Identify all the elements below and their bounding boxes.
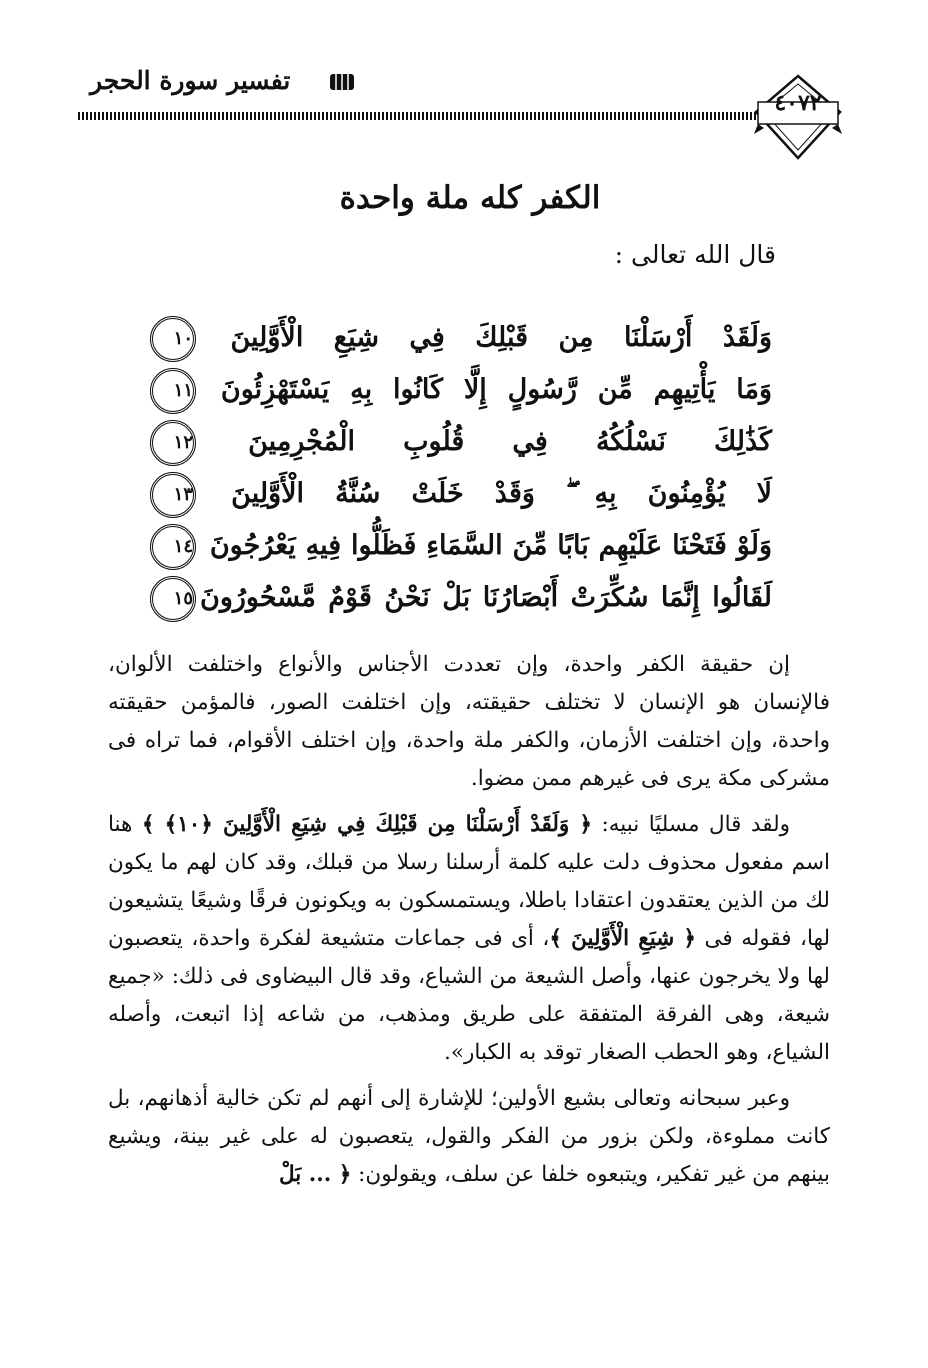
- page-number: ٤٠٧٢: [774, 90, 822, 116]
- verse-text: وَلَوْ فَتَحْنَا عَلَيْهِم بَابًا مِّنَ السَّمَاءِ فَظَلُّوا فِيهِ يَعْرُجُونَ: [209, 530, 772, 561]
- quran-quote: ﴿ وَلَقَدْ أَرْسَلْنَا مِن قَبْلِكَ فِي شِيَعِ الْأَوَّلِينَ ﴿١٠﴾ ﴾: [141, 812, 593, 837]
- verse-number: ١٥: [150, 576, 196, 622]
- paragraph-text: ولقد قال مسليًا نبيه:: [601, 812, 791, 837]
- verse-number: ١١: [150, 368, 196, 414]
- verse-intro: قال الله تعالى :: [614, 240, 776, 269]
- paragraph: [108, 806, 830, 1072]
- page-header: [0, 0, 928, 170]
- verse-text: لَا يُؤْمِنُونَ بِهِ ۖ وَقَدْ خَلَتْ سُنَّةُ الْأَوَّلِينَ: [231, 478, 772, 509]
- paragraph-text: هنا اسم مفعول محذوف دلت عليه كلمة أرسلنا رسلا من قبلك، وقد كان لهم ما يكون لك من الذين يعتقدون اعتقادا باطلا، ويستمسكون به ويكونون فرقًا وشيعًا يتشيعون لها، فقوله فى: [108, 812, 830, 951]
- quran-quote: ﴿ ... بَلْ: [279, 1162, 352, 1187]
- verse-line: [146, 468, 772, 520]
- running-title: تفسير سورة الحجر: [90, 66, 291, 95]
- verse-number: ١٢: [150, 420, 196, 466]
- quran-verses: [146, 312, 772, 624]
- verse-number: ١٣: [150, 472, 196, 518]
- section-title: الكفر كله ملة واحدة: [339, 180, 601, 216]
- page-number-badge-icon: [752, 72, 844, 164]
- verse-number: ١٠: [150, 316, 196, 362]
- verse-line: [146, 312, 772, 364]
- verse-text: وَمَا يَأْتِيهِم مِّن رَّسُولٍ إِلَّا كَانُوا بِهِ يَسْتَهْزِئُونَ: [220, 374, 773, 405]
- verse-text: وَلَقَدْ أَرْسَلْنَا مِن قَبْلِكَ فِي شِيَعِ الْأَوَّلِينَ: [230, 322, 772, 353]
- paragraph-text: ، أى فى جماعات متشيعة لفكرة واحدة، يتعصبون لها ولا يخرجون عنها، وأصل الشيعة من الشياع، وقد قال البيضاوى فى ذلك: «جميع شيعة، وهى الفرقة المتفقة على طريق ومذهب، من شاعه إذا اتبعت، وأصله الشياع، وهو الحطب الصغار توقد به الكبار».: [108, 926, 830, 1065]
- verse-number: ١٤: [150, 524, 196, 570]
- verse-text: كَذَٰلِكَ نَسْلُكُهُ فِي قُلُوبِ الْمُجْرِمِينَ: [248, 426, 772, 457]
- verse-line: [146, 364, 772, 416]
- paragraph-text: وعبر سبحانه وتعالى بشيع الأولين؛ للإشارة إلى أنهم لم تكن خالية أذهانهم، بل كانت مملوءة، ولكن بزور من الفكر والقول، يتعصبون له على غير بينة، ويشيع بينهم من غير تفكير، ويتبعوه خلفا عن سلف، ويقولون:: [108, 1086, 830, 1187]
- verse-line: [146, 572, 772, 624]
- paragraph: [108, 1080, 830, 1194]
- verse-text: لَقَالُوا إِنَّمَا سُكِّرَتْ أَبْصَارُنَا بَلْ نَحْنُ قَوْمٌ مَّسْحُورُونَ: [200, 582, 772, 613]
- ornament-icon: [328, 70, 356, 94]
- quran-quote: ﴿ شِيَعِ الْأَوَّلِينَ ﴾: [549, 926, 696, 951]
- paragraph-text: إن حقيقة الكفر واحدة، وإن تعددت الأجناس والأنواع واختلفت الألوان، فالإنسان هو الإنسان لا تختلف حقيقته، وإن اختلفت الصور، فالمؤمن حقيقته واحدة، وإن اختلفت الأزمان، والكفر ملة واحدة، وإن اختلف الأقوام، فما تراه فى مشركى مكة يرى فى غيرهم ممن مضوا.: [108, 652, 830, 791]
- verse-line: [146, 520, 772, 572]
- header-rule: [78, 112, 758, 120]
- body-text: [108, 646, 830, 1202]
- verse-line: [146, 416, 772, 468]
- paragraph: [108, 646, 830, 798]
